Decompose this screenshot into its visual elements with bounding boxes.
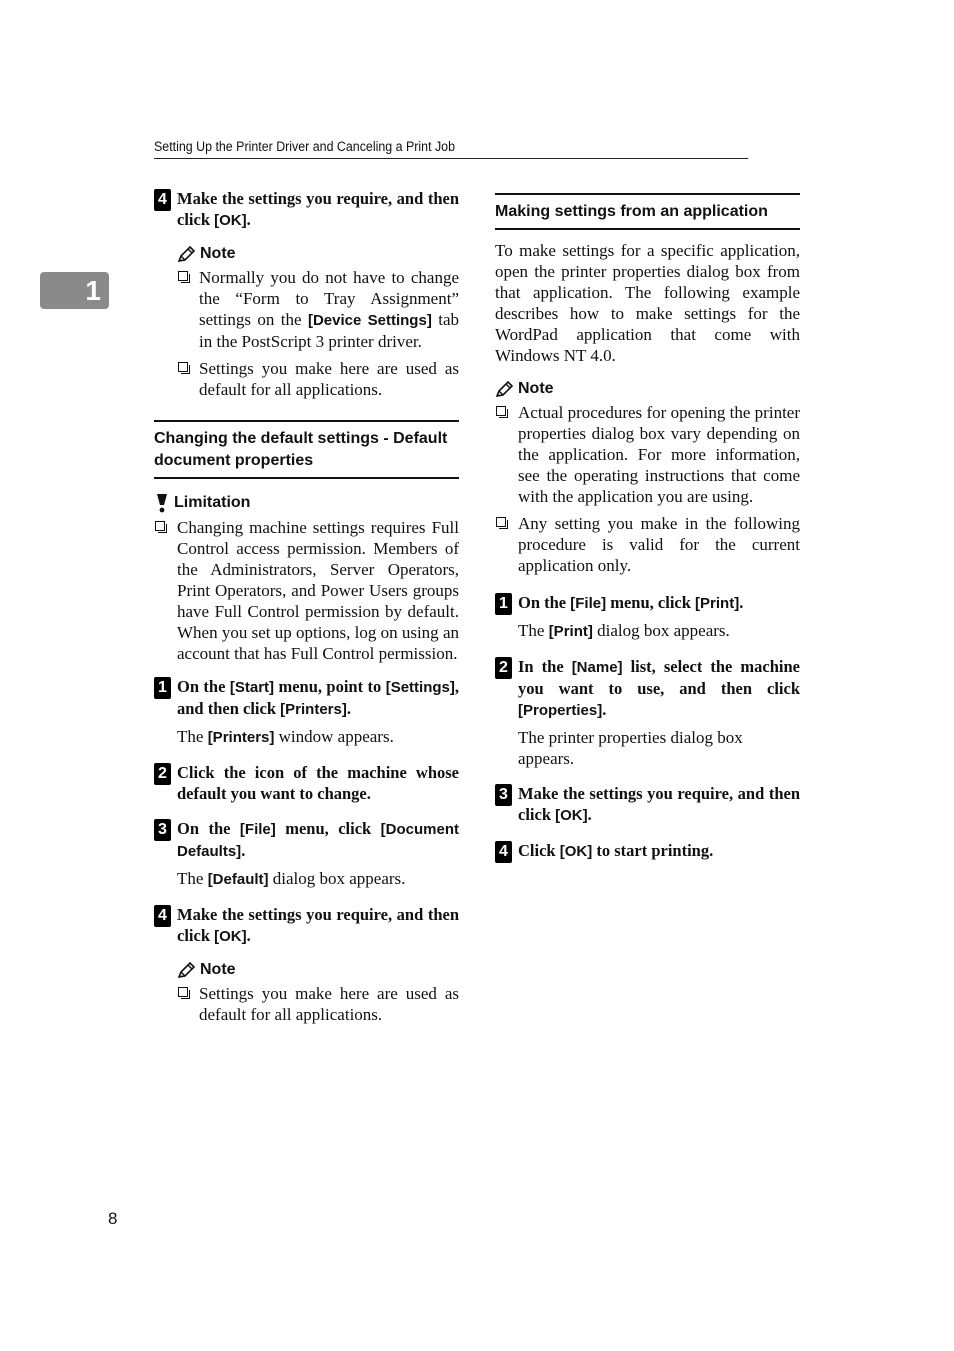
step-result: The printer properties dialog box appears. — [518, 728, 743, 768]
pencil-icon — [495, 381, 514, 398]
keyword-default: [Default] — [207, 871, 269, 888]
step-text-part: . — [587, 805, 592, 824]
step-text-part: . — [246, 926, 251, 945]
checkbox-bullet-icon — [178, 987, 188, 997]
running-header: Setting Up the Printer Driver and Canceling a Print Job — [154, 139, 748, 159]
result-text: The — [518, 621, 549, 640]
keyword-file: [File] — [570, 595, 607, 612]
limitation-heading — [154, 493, 459, 513]
step-text — [518, 656, 800, 721]
section-heading-application: Making settings from an application — [495, 193, 800, 230]
step-text-part: Make the settings you require, and then click — [177, 905, 459, 945]
step-text-part: On the — [177, 819, 240, 838]
exclamation-icon — [154, 493, 170, 513]
note-text: Any setting you make in the following procedure is valid for the current application only. — [518, 514, 800, 575]
step-text — [518, 783, 800, 826]
keyword-start: [Start] — [229, 679, 275, 696]
keyword-ok: [OK] — [214, 212, 247, 229]
step-text — [177, 676, 459, 720]
checkbox-bullet-icon — [178, 362, 188, 372]
step-number: 1 — [495, 593, 512, 615]
step-text: Click the icon of the machine whose default you want to change. — [177, 763, 459, 803]
step-text-part: menu, click — [606, 593, 696, 612]
limitation-text: Changing machine settings requires Full Control access permission. Members of the Administrators, Server Operators, Print Operators, and Power Users groups have Full Control permission by default. When you set up options, log on using an account that has Full Control permission. — [177, 518, 459, 663]
step-result — [177, 868, 459, 890]
step-3 — [154, 818, 459, 890]
step-2 — [495, 656, 800, 769]
checkbox-bullet-icon — [178, 271, 188, 281]
step-text-part: . — [602, 700, 607, 719]
note-heading — [495, 380, 800, 398]
keyword-document-defaults: [Document Defaults] — [177, 821, 459, 860]
step-text-part: . — [739, 593, 744, 612]
step-number: 2 — [495, 657, 512, 679]
keyword-settings: [Settings] — [385, 679, 455, 696]
step-text-part: , and then click — [177, 677, 459, 718]
section-heading-default-settings: Changing the default settings - Default document properties — [154, 420, 459, 479]
note-item — [495, 402, 800, 507]
note-text: Settings you make here are used as default for all applications. — [199, 984, 459, 1024]
step-result — [177, 726, 459, 748]
limitation-item — [154, 517, 459, 664]
left-column — [154, 188, 459, 1035]
result-text: The — [177, 727, 208, 746]
step-text — [177, 904, 459, 947]
step-1 — [154, 676, 459, 748]
step-text-part: In the — [518, 657, 572, 676]
note-item — [177, 983, 459, 1025]
step-2 — [154, 762, 459, 804]
step-text-part: to start printing. — [592, 841, 714, 860]
step-number: 3 — [154, 819, 171, 841]
step-text-part: Make the settings you require, and then click — [518, 784, 800, 824]
step-text — [518, 592, 800, 614]
checkbox-bullet-icon — [496, 406, 506, 416]
step-result — [518, 620, 800, 642]
note-text: Settings you make here are used as default for all applications. — [199, 359, 459, 399]
keyword-print: [Print] — [695, 595, 740, 612]
checkbox-bullet-icon — [496, 517, 506, 527]
result-text: window appears. — [274, 727, 394, 746]
note-heading — [177, 245, 459, 263]
step-1 — [495, 592, 800, 642]
step-number: 4 — [495, 841, 512, 863]
keyword-file: [File] — [239, 821, 276, 838]
pencil-icon — [177, 246, 196, 263]
intro-paragraph: To make settings for a specific application, open the printer properties dialog box from that application. The following example describes how to make settings for the WordPad application that come with Windows NT 4.0. — [495, 241, 800, 365]
step-text-part: menu, click — [275, 819, 381, 838]
step-text-part: On the — [177, 677, 230, 696]
result-text: dialog box appears. — [592, 621, 730, 640]
keyword-device-settings: [Device Settings] — [307, 312, 432, 329]
note-text: Normally you do not have to change the “Form to Tray Assignment” settings on the — [199, 268, 459, 329]
step-number: 4 — [154, 905, 171, 927]
note-label: Note — [518, 380, 554, 397]
step-text-part: . — [241, 841, 246, 860]
step-text-part: On the — [518, 593, 571, 612]
note-text: tab in the PostScript 3 printer driver. — [199, 310, 459, 351]
note-label: Note — [200, 961, 236, 978]
note-item — [495, 513, 800, 576]
step-text-part: Click — [518, 841, 560, 860]
step-text — [177, 818, 459, 862]
step-number: 3 — [495, 784, 512, 806]
keyword-name: [Name] — [571, 659, 623, 676]
chapter-tab: 1 — [40, 272, 109, 309]
note-text: Actual procedures for opening the printer properties dialog box vary depending on the application. For more information, see the operating instructions that come with the application you are using. — [518, 403, 800, 506]
step-text-part: list, select the machine you want to use, and then click — [518, 657, 800, 698]
keyword-ok: [OK] — [559, 843, 593, 860]
keyword-print: [Print] — [548, 623, 593, 640]
result-text: dialog box appears. — [268, 869, 406, 888]
result-text: The — [177, 869, 208, 888]
step-3 — [495, 783, 800, 826]
step-text-part: Make the settings you require, and then click — [177, 189, 459, 229]
keyword-ok: [OK] — [214, 928, 247, 945]
note-item — [177, 267, 459, 352]
step-text — [177, 188, 459, 231]
step-text-part: . — [246, 210, 251, 229]
step-number: 2 — [154, 763, 171, 785]
step-4 — [495, 840, 800, 862]
right-column — [495, 193, 800, 872]
pencil-icon — [177, 962, 196, 979]
note-label: Note — [200, 245, 236, 262]
step-number: 4 — [154, 189, 171, 211]
keyword-printers: [Printers] — [280, 701, 347, 718]
step-text — [518, 840, 800, 862]
note-heading — [177, 961, 459, 979]
checkbox-bullet-icon — [155, 521, 165, 531]
step-4-top — [154, 188, 459, 400]
keyword-printers: [Printers] — [207, 729, 275, 746]
keyword-properties: [Properties] — [518, 702, 603, 719]
page-number: 8 — [108, 1209, 118, 1228]
step-number: 1 — [154, 677, 171, 699]
step-4 — [154, 904, 459, 1025]
step-text-part: menu, point to — [274, 677, 386, 696]
keyword-ok: [OK] — [555, 807, 588, 824]
limitation-label: Limitation — [174, 494, 251, 511]
step-text-part: . — [346, 699, 351, 718]
note-item — [177, 358, 459, 400]
